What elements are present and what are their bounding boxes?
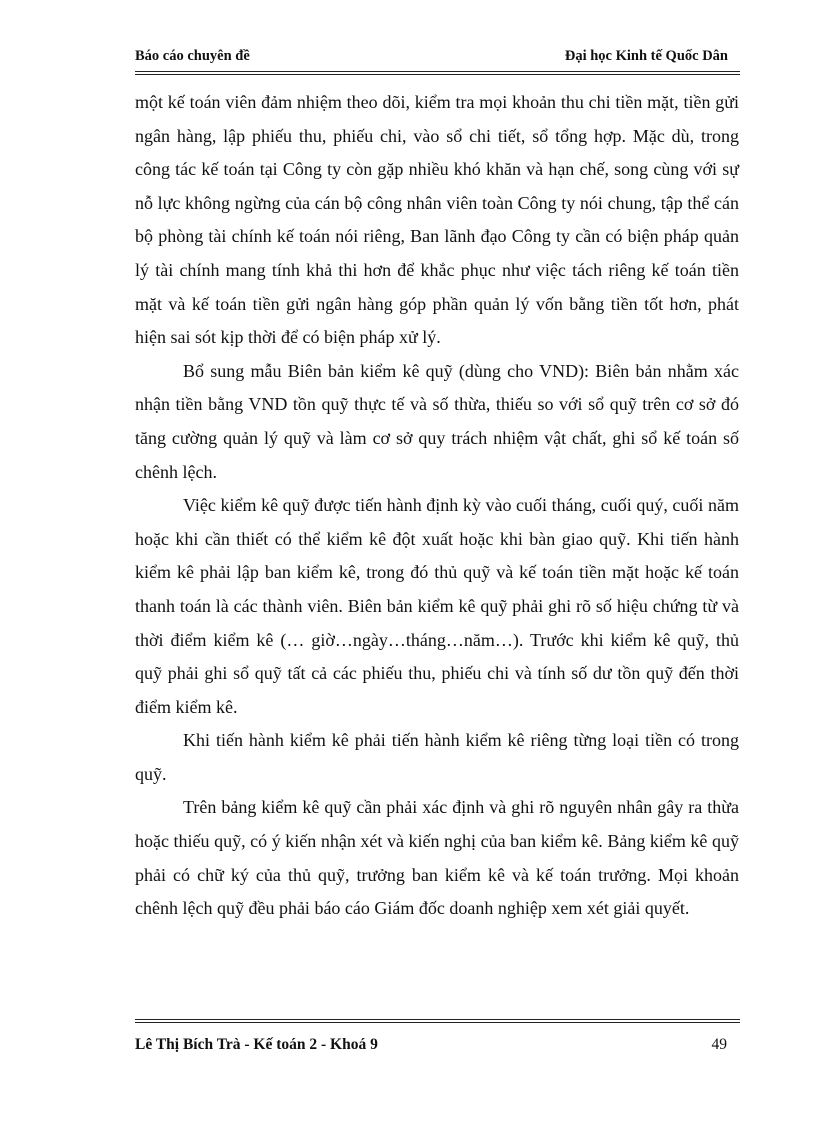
page-header [135,48,740,68]
page-number: 49 [711,1036,727,1053]
header-rule-bottom [135,74,740,75]
header-rule-top [135,71,740,72]
footer-rule-bottom [135,1022,740,1023]
paragraph-5: Trên bảng kiểm kê quỹ cần phải xác định và ghi rõ nguyên nhân gây ra thừa hoặc thiếu quỹ, có ý kiến nhận xét và kiến nghị của ban kiểm kê. Bảng kiểm kê quỹ phải có chữ ký của thủ quỹ, trưởng ban kiểm kê và kế toán trưởng. Mọi khoản chênh lệch quỹ đều phải báo cáo Giám đốc doanh nghiệp xem xét giải quyết. [135,797,739,919]
header-report-title: Báo cáo chuyên đề [135,48,250,64]
paragraph-1: một kế toán viên đảm nhiệm theo dõi, kiểm tra mọi khoản thu chi tiền mặt, tiền gửi ngân hàng, lập phiếu thu, phiếu chi, vào sổ chi tiết, sổ tổng hợp. Mặc dù, trong công tác kế toán tại Công ty còn gặp nhiều khó khăn và hạn chế, song cùng với sự nỗ lực không ngừng của cán bộ công nhân viên toàn Công ty nói chung, tập thể cán bộ phòng tài chính kế toán nói riêng, Ban lãnh đạo Công ty cần có biện pháp quản lý tài chính mang tính khả thi hơn để khắc phục như việc tách riêng kế toán tiền mặt và kế toán tiền gửi ngân hàng góp phần quản lý vốn bằng tiền tốt hơn, phát hiện sai sót kịp thời để có biện pháp xử lý. [135,92,739,348]
paragraph-3: Việc kiểm kê quỹ được tiến hành định kỳ vào cuối tháng, cuối quý, cuối năm hoặc khi cần thiết có thể kiểm kê đột xuất hoặc khi bàn giao quỹ. Khi tiến hành kiểm kê phải lập ban kiểm kê, trong đó thủ quỹ và kế toán tiền mặt hoặc kế toán thanh toán là các thành viên. Biên bản kiểm kê quỹ phải ghi rõ số hiệu chứng từ và thời điểm kiểm kê (… giờ…ngày…tháng…năm…). Trước khi kiểm kê quỹ, thủ quỹ phải ghi sổ quỹ tất cả các phiếu thu, phiếu chi và tính số dư tồn quỹ đến thời điểm kiểm kê. [135,495,739,717]
footer-rule-top [135,1019,740,1020]
body-text [135,86,739,926]
page-footer [135,1036,740,1058]
paragraph-2: Bổ sung mẫu Biên bản kiểm kê quỹ (dùng cho VND): Biên bản nhằm xác nhận tiền bằng VND tồn quỹ thực tế và số thừa, thiếu so với sổ quỹ trên cơ sở đó tăng cường quản lý quỹ và làm cơ sở quy trách nhiệm vật chất, ghi sổ kế toán số chênh lệch. [135,360,739,482]
paragraph-4: Khi tiến hành kiểm kê phải tiến hành kiểm kê riêng từng loại tiền có trong quỹ. [135,730,739,784]
footer-author: Lê Thị Bích Trà - Kế toán 2 - Khoá 9 [135,1036,378,1053]
header-university: Đại học Kinh tế Quốc Dân [564,48,728,64]
